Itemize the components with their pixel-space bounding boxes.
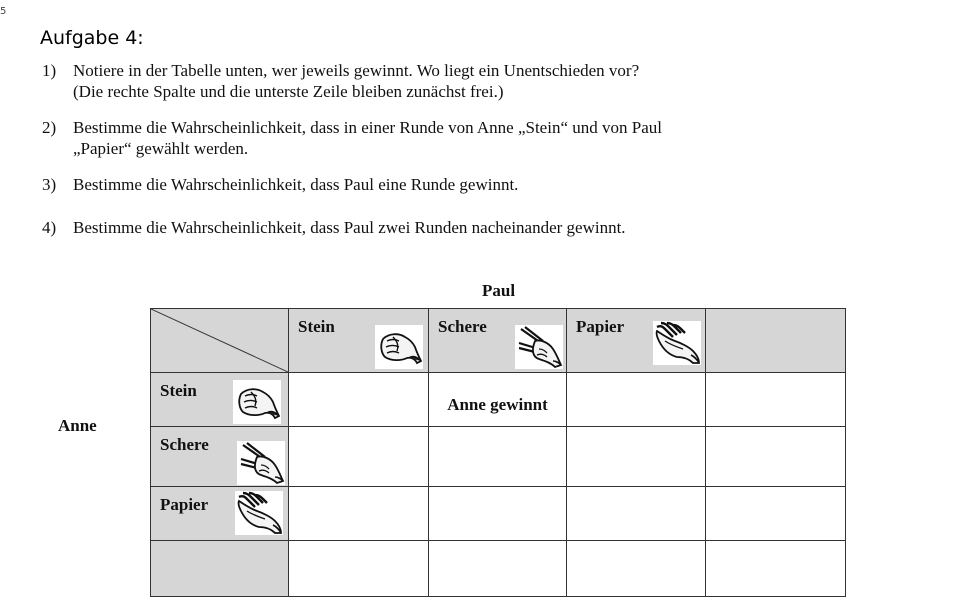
- task-text: Bestimme die Wahrscheinlichkeit, dass Paul eine Runde gewinnt.: [73, 175, 519, 194]
- row-header-papier: [151, 487, 289, 541]
- table-cell[interactable]: [289, 541, 429, 597]
- column-header-stein: [289, 309, 429, 373]
- table-cell[interactable]: [567, 487, 706, 541]
- row-label: Papier: [160, 495, 209, 514]
- column-header-schere: [429, 309, 567, 373]
- task-heading: Aufgabe 4:: [40, 27, 144, 49]
- game-table: [150, 308, 846, 597]
- table-cell[interactable]: [706, 373, 846, 427]
- column-label: Stein: [298, 317, 335, 336]
- task-number: 3): [42, 175, 57, 194]
- task-line: „Papier“ gewählt werden.: [73, 139, 249, 158]
- column-label: Schere: [438, 317, 487, 336]
- task-item: [42, 60, 902, 102]
- table-row: [151, 427, 846, 487]
- table-row: [151, 541, 846, 597]
- row-player-label: Anne: [58, 416, 97, 435]
- row-header-stein: [151, 373, 289, 427]
- table-cell[interactable]: [289, 373, 429, 427]
- table-row: [151, 487, 846, 541]
- table-header-row: [151, 309, 846, 373]
- table-cell[interactable]: [289, 487, 429, 541]
- task-number: 1): [42, 61, 57, 80]
- task-text: [73, 117, 902, 159]
- table-cell[interactable]: [567, 541, 706, 597]
- column-header-empty: [706, 309, 846, 373]
- task-number: 4): [42, 218, 57, 237]
- row-header-schere: [151, 427, 289, 487]
- task-number: 2): [42, 118, 57, 137]
- table-cell[interactable]: [706, 541, 846, 597]
- row-label: Stein: [160, 381, 197, 400]
- page-marker: 5: [0, 6, 7, 17]
- row-header-empty: [151, 541, 289, 597]
- table-cell[interactable]: [289, 427, 429, 487]
- open-hand-icon: [653, 321, 701, 365]
- task-text: Bestimme die Wahrscheinlichkeit, dass Paul zwei Runden nacheinander gewinnt.: [73, 218, 626, 237]
- scissors-hand-icon: [515, 325, 563, 369]
- row-label: Schere: [160, 435, 209, 454]
- table-cell[interactable]: [429, 427, 567, 487]
- task-text: [73, 60, 902, 102]
- task-item: [42, 174, 902, 195]
- diagonal-line: [151, 309, 288, 372]
- fist-icon: [233, 380, 281, 424]
- open-hand-icon: [235, 491, 283, 535]
- table-cell[interactable]: [567, 373, 706, 427]
- column-player-label: Paul: [482, 281, 516, 300]
- table-cell[interactable]: [567, 427, 706, 487]
- task-list: [42, 60, 902, 253]
- fist-icon: [375, 325, 423, 369]
- table-cell[interactable]: [429, 487, 567, 541]
- cell-text: Anne gewinnt: [447, 395, 548, 414]
- task-item: [42, 217, 902, 238]
- table-row: [151, 373, 846, 427]
- corner-cell: [151, 309, 289, 373]
- task-line: (Die rechte Spalte und die unterste Zeile bleiben zunächst frei.): [73, 82, 504, 101]
- task-line: Notiere in der Tabelle unten, wer jeweils gewinnt. Wo liegt ein Unentschieden vor?: [73, 61, 640, 80]
- table-cell[interactable]: [706, 487, 846, 541]
- table-cell[interactable]: [429, 373, 567, 427]
- table-cell[interactable]: [429, 541, 567, 597]
- column-header-papier: [567, 309, 706, 373]
- task-item: [42, 117, 902, 159]
- scissors-hand-icon: [237, 441, 285, 485]
- table-cell[interactable]: [706, 427, 846, 487]
- task-line: Bestimme die Wahrscheinlichkeit, dass in einer Runde von Anne „Stein“ und von Paul: [73, 118, 662, 137]
- column-label: Papier: [576, 317, 625, 336]
